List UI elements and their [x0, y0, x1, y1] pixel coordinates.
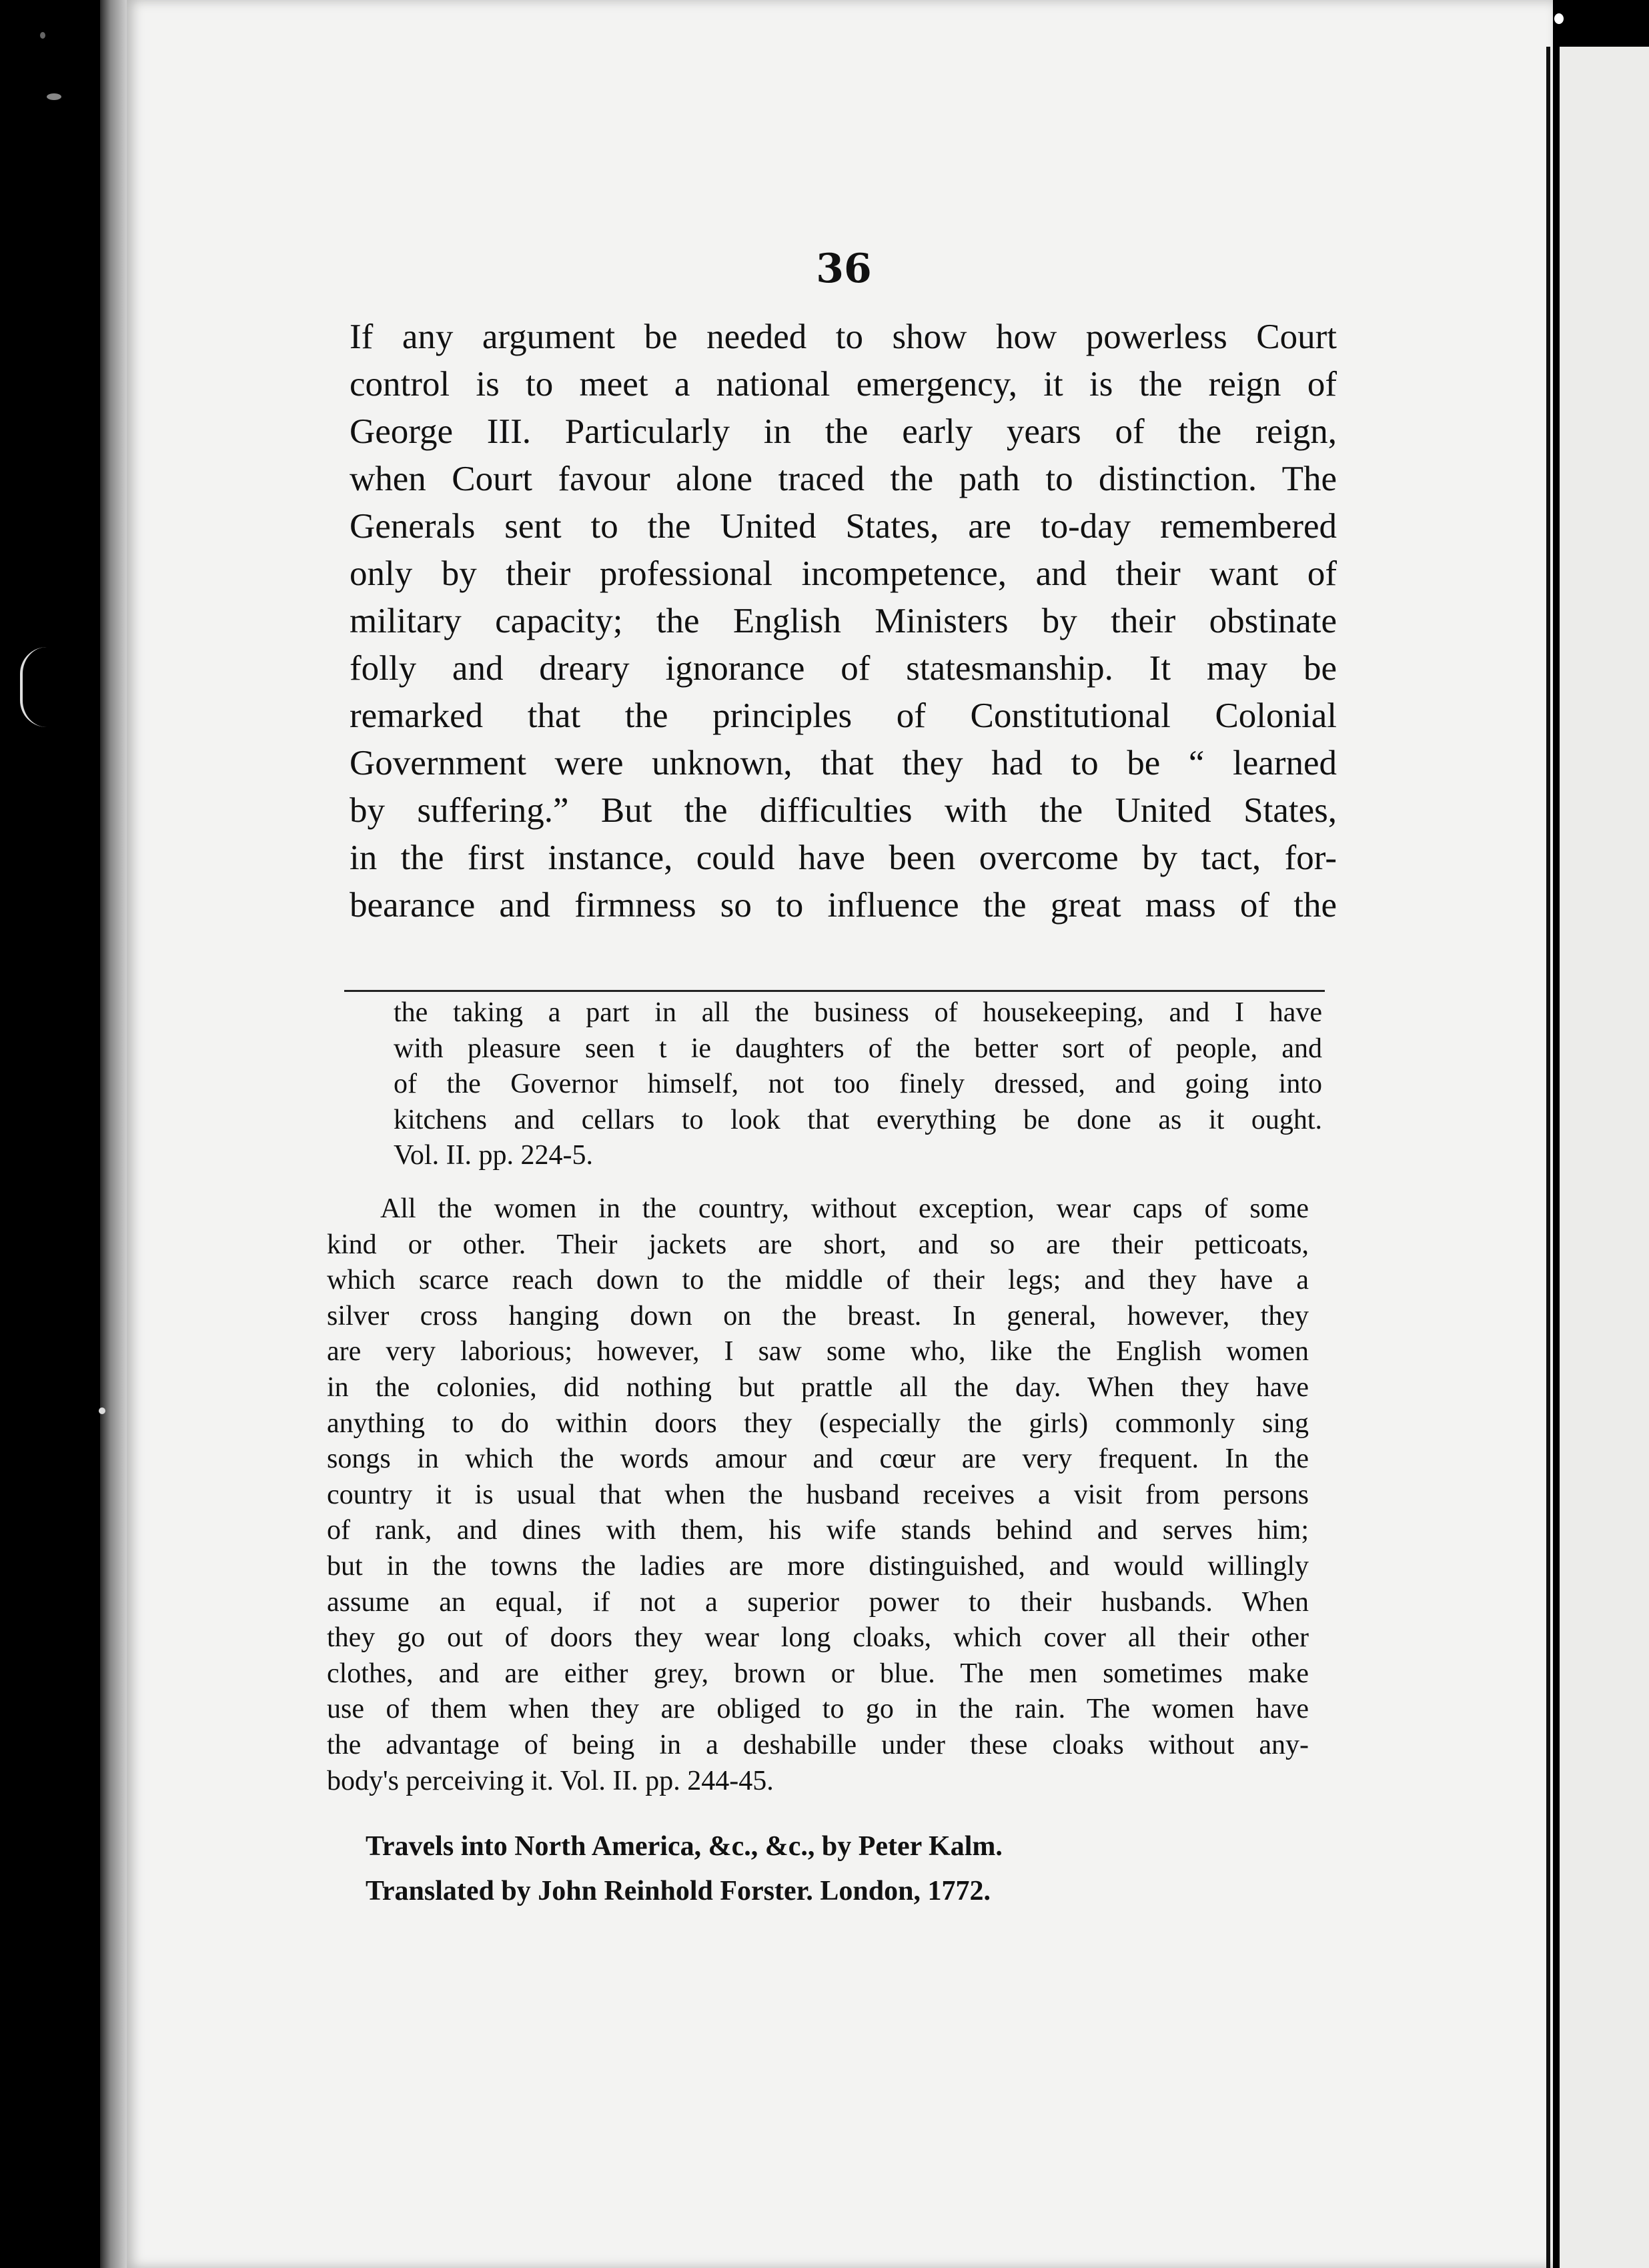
- text-line: remarked that the principles of Constitutional Colonial: [350, 696, 1337, 735]
- footnote-line: assume an equal, if not a superior power to their husbands. When: [327, 1586, 1309, 1618]
- text-line: Generals sent to the United States, are to-day remembered: [350, 507, 1337, 546]
- text-line: George III. Particularly in the early years of the reign,: [350, 412, 1337, 451]
- footnote-line: anything to do within doors they (especially the girls) commonly sing: [327, 1407, 1309, 1439]
- text-line: military capacity; the English Ministers by their obstinate: [350, 602, 1337, 640]
- footnote-paragraph: [327, 1191, 1309, 1799]
- footnote-line: of rank, and dines with them, his wife stands behind and serves him;: [327, 1515, 1309, 1546]
- scan-artifacts: [0, 0, 80, 133]
- text-line: Government were unknown, that they had to be “ learned: [350, 744, 1337, 782]
- text-line: bearance and firmness so to influence the great mass of the: [350, 886, 1337, 925]
- main-paragraph: [350, 314, 1337, 929]
- footnote-line: in the colonies, did nothing but prattle all the day. When they have: [327, 1371, 1309, 1403]
- footnote-line: clothes, and are either grey, brown or blue. The men sometimes make: [327, 1658, 1309, 1689]
- text-line: If any argument be needed to show how powerless Court: [350, 318, 1337, 356]
- footnote-line: silver cross hanging down on the breast. In general, however, they: [327, 1300, 1309, 1331]
- page-left-edge: [100, 0, 127, 2268]
- footnote-line: kitchens and cellars to look that everything be done as it ought.: [394, 1104, 1322, 1135]
- footnote-line: All the women in the country, without exception, wear caps of some: [380, 1193, 1309, 1224]
- margin-mark: [20, 647, 49, 727]
- citation-line: Travels into North America, &c., &c., by Peter Kalm.: [366, 1831, 1003, 1862]
- text-line: control is to meet a national emergency, it is the reign of: [350, 365, 1337, 404]
- margin-dot: [99, 1407, 105, 1414]
- text-line: in the first instance, could have been overcome by tact, for-: [350, 838, 1337, 877]
- right-margin-dot: [1554, 13, 1564, 24]
- footnote-line: the advantage of being in a deshabille under these cloaks without any-: [327, 1729, 1309, 1760]
- footnote-line: use of them when they are obliged to go in the rain. The women have: [327, 1694, 1309, 1725]
- footnote-line: Vol. II. pp. 224-5.: [394, 1140, 594, 1171]
- footnote-line: the taking a part in all the business of housekeeping, and I have: [394, 997, 1322, 1028]
- text-line: only by their professional incompetence, and their want of: [350, 554, 1337, 593]
- footnote-line: country it is usual that when the husband receives a visit from persons: [327, 1479, 1309, 1510]
- footnote-rule: [344, 990, 1325, 992]
- footnote-line: songs in which the words amour and cœur are very frequent. In the: [327, 1444, 1309, 1475]
- footnote-continuation: [394, 995, 1322, 1174]
- footnote-line: they go out of doors they wear long cloaks, which cover all their other: [327, 1622, 1309, 1654]
- footnote-line: which scarce reach down to the middle of their legs; and they have a: [327, 1265, 1309, 1296]
- footnote-line: are very laborious; however, I saw some who, like the English women: [327, 1336, 1309, 1367]
- footnote-line: body's perceiving it. Vol. II. pp. 244-45.: [327, 1765, 774, 1796]
- text-line: when Court favour alone traced the path to distinction. The: [350, 460, 1337, 498]
- footnote-line: with pleasure seen t ie daughters of the better sort of people, and: [394, 1033, 1322, 1064]
- footnote-line: kind or other. Their jackets are short, and so are their petticoats,: [327, 1229, 1309, 1260]
- footnote-line: of the Governor himself, not too finely dressed, and going into: [394, 1069, 1322, 1100]
- text-line: folly and dreary ignorance of statesmanship. It may be: [350, 649, 1337, 688]
- page-number: 36: [816, 245, 872, 292]
- footnote-line: but in the towns the ladies are more distinguished, and would willingly: [327, 1550, 1309, 1582]
- next-page-sliver: [1560, 47, 1649, 2268]
- citation: [366, 1824, 1166, 1914]
- text-line: by suffering.” But the difficulties with the United States,: [350, 791, 1337, 830]
- next-page-edge: [1546, 47, 1550, 2268]
- citation-line: Translated by John Reinhold Forster. London, 1772.: [366, 1876, 991, 1906]
